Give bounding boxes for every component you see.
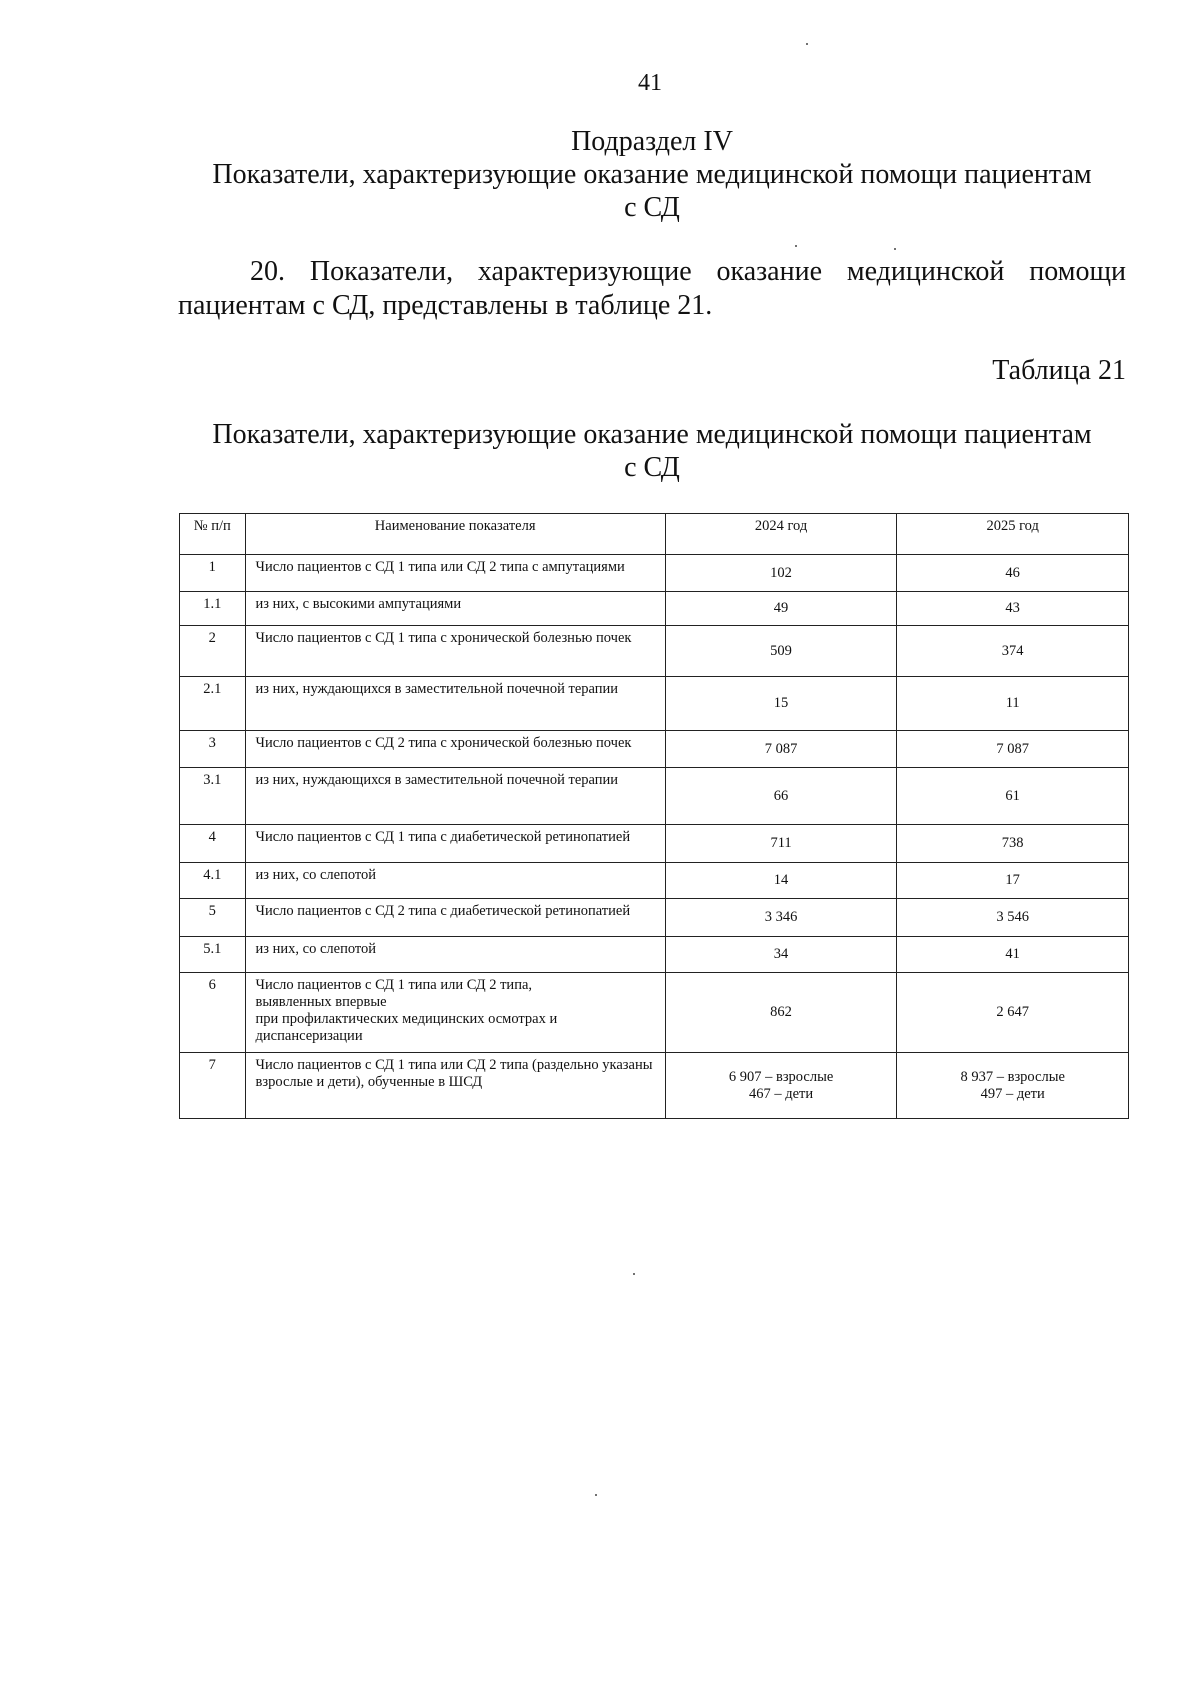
- row-number: 4: [180, 825, 246, 863]
- row-value-2024: 711: [665, 825, 897, 863]
- row-value-2025: 61: [897, 768, 1129, 825]
- row-number: 3.1: [180, 768, 246, 825]
- row-value-2025: 738: [897, 825, 1129, 863]
- row-number: 4.1: [180, 863, 246, 899]
- value-adults: 8 937 – взрослые: [960, 1068, 1065, 1085]
- indicator-name-line: диспансеризации: [255, 1028, 363, 1044]
- table-row: [180, 555, 1129, 592]
- row-number: 7: [180, 1053, 246, 1119]
- row-value-2025: 3 546: [897, 899, 1129, 937]
- row-indicator-name: Число пациентов с СД 1 типа или СД 2 типа (раздельно указаны взрослые и дети), обученные в ШСД: [245, 1053, 665, 1119]
- row-value-2024: [665, 1053, 897, 1119]
- row-value-2024: 3 346: [665, 899, 897, 937]
- table-row: [180, 937, 1129, 973]
- row-number: 2: [180, 626, 246, 677]
- row-indicator-name: из них, со слепотой: [245, 937, 665, 973]
- row-value-2024: 7 087: [665, 731, 897, 768]
- row-number: 1.1: [180, 592, 246, 626]
- table-row: [180, 731, 1129, 768]
- subsection-title-line1: Показатели, характеризующие оказание медицинской помощи пациентам: [212, 159, 1092, 190]
- row-indicator-name: Число пациентов с СД 1 типа или СД 2 типа с ампутациями: [245, 555, 665, 592]
- table-row: [180, 973, 1129, 1053]
- row-indicator-name: Число пациентов с СД 2 типа с хронической болезнью почек: [245, 731, 665, 768]
- row-indicator-name: Число пациентов с СД 1 типа с хронической болезнью почек: [245, 626, 665, 677]
- table-row: [180, 825, 1129, 863]
- table-header-row: [180, 514, 1129, 555]
- row-value-2024: 14: [665, 863, 897, 899]
- scan-speck: [894, 248, 896, 250]
- paragraph-line1: 20. Показатели, характеризующие оказание медицинской помощи: [250, 256, 1126, 287]
- table-row: [180, 677, 1129, 731]
- table-title-line1: Показатели, характеризующие оказание медицинской помощи пациентам: [212, 419, 1092, 450]
- row-value-2025: 41: [897, 937, 1129, 973]
- value-children: 467 – дети: [748, 1085, 814, 1102]
- table-title-line2: с СД: [624, 452, 680, 483]
- row-value-2024: 34: [665, 937, 897, 973]
- header-2024: 2024 год: [665, 514, 897, 555]
- row-number: 5.1: [180, 937, 246, 973]
- indicator-name-line: выявленных впервые: [255, 994, 387, 1010]
- row-number: 5: [180, 899, 246, 937]
- paragraph-20: [178, 255, 1126, 323]
- row-value-2025: 2 647: [897, 973, 1129, 1053]
- row-value-2025: 17: [897, 863, 1129, 899]
- row-indicator-name: Число пациентов с СД 2 типа с диабетической ретинопатией: [245, 899, 665, 937]
- header-number: № п/п: [180, 514, 246, 555]
- row-indicator-name: [245, 973, 665, 1053]
- scan-speck: [806, 43, 808, 45]
- header-indicator-name: Наименование показателя: [245, 514, 665, 555]
- table-label: Таблица 21: [992, 355, 1126, 386]
- subsection-title-line2: с СД: [624, 192, 680, 223]
- table-row: [180, 863, 1129, 899]
- table-title: [178, 418, 1126, 484]
- row-value-2025: 46: [897, 555, 1129, 592]
- table-row: [180, 1053, 1129, 1119]
- subsection-header: [178, 125, 1126, 224]
- row-value-2024: 862: [665, 973, 897, 1053]
- row-value-2024: 49: [665, 592, 897, 626]
- indicators-table: [179, 513, 1129, 1119]
- row-value-2024: 102: [665, 555, 897, 592]
- row-indicator-name: из них, со слепотой: [245, 863, 665, 899]
- table-row: [180, 626, 1129, 677]
- row-value-2024: 15: [665, 677, 897, 731]
- row-number: 6: [180, 973, 246, 1053]
- table-row: [180, 592, 1129, 626]
- row-number: 1: [180, 555, 246, 592]
- row-indicator-name: Число пациентов с СД 1 типа с диабетической ретинопатией: [245, 825, 665, 863]
- indicator-name-line: Число пациентов с СД 1 типа или СД 2 типа,: [255, 977, 533, 993]
- row-indicator-name: из них, с высокими ампутациями: [245, 592, 665, 626]
- row-value-2025: [897, 1053, 1129, 1119]
- subsection-heading: Подраздел IV: [571, 126, 733, 157]
- scan-speck: [795, 245, 797, 247]
- row-value-2025: 43: [897, 592, 1129, 626]
- scan-speck: [633, 1273, 635, 1275]
- row-number: 2.1: [180, 677, 246, 731]
- row-value-2025: 11: [897, 677, 1129, 731]
- table-row: [180, 768, 1129, 825]
- row-value-2024: 509: [665, 626, 897, 677]
- table-row: [180, 899, 1129, 937]
- row-indicator-name: из них, нуждающихся в заместительной почечной терапии: [245, 768, 665, 825]
- row-value-2025: 374: [897, 626, 1129, 677]
- header-2025: 2025 год: [897, 514, 1129, 555]
- row-number: 3: [180, 731, 246, 768]
- scan-speck: [595, 1494, 597, 1496]
- value-children: 497 – дети: [980, 1085, 1045, 1102]
- row-indicator-name: из них, нуждающихся в заместительной почечной терапии: [245, 677, 665, 731]
- value-adults: 6 907 – взрослые: [728, 1068, 834, 1085]
- paragraph-line2: пациентам с СД, представлены в таблице 21.: [178, 290, 713, 321]
- page-number: 41: [638, 70, 662, 96]
- row-value-2025: 7 087: [897, 731, 1129, 768]
- row-value-2024: 66: [665, 768, 897, 825]
- indicator-name-line: при профилактических медицинских осмотрах и: [255, 1011, 558, 1027]
